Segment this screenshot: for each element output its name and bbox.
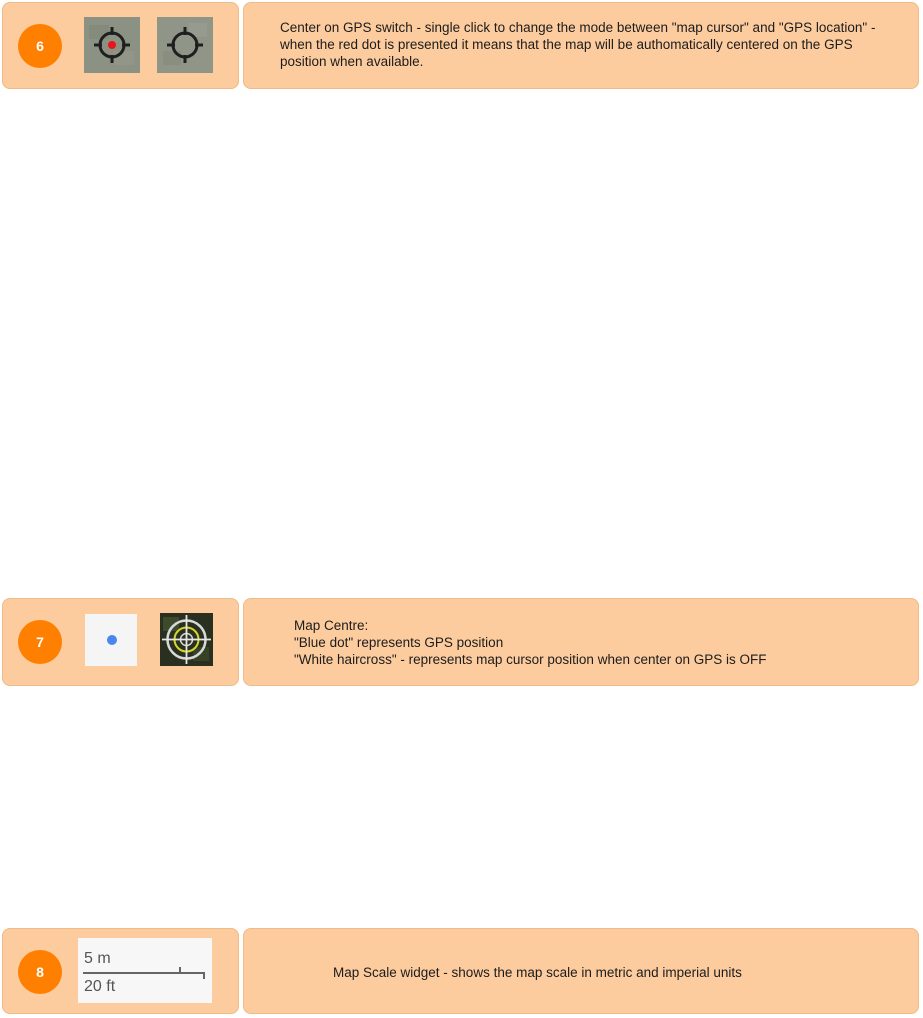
blue-dot-icon <box>85 614 137 666</box>
map-scale-icon <box>78 938 212 1003</box>
gps-center-on-icon[interactable] <box>84 17 140 73</box>
row-6-number-badge: 6 <box>18 24 62 68</box>
row-7-line-blue-dot: "Blue dot" represents GPS position <box>294 635 504 650</box>
white-haircross-icon <box>160 613 213 666</box>
scale-metric-label: 5 m <box>84 950 111 967</box>
gps-center-off-icon[interactable] <box>157 17 213 73</box>
row-6-description: Center on GPS switch - single click to change the mode between "map cursor" and "GPS location" - when the red dot is presented it means that the map will be authomatically centered on the GPS position when available. <box>280 20 876 69</box>
row-8-number-badge: 8 <box>18 950 62 994</box>
scale-imperial-label: 20 ft <box>84 978 116 995</box>
row-7-line-title: Map Centre: <box>294 618 369 633</box>
row-7-number-badge: 7 <box>18 620 62 664</box>
row-7-description <box>294 617 904 668</box>
row-8-description: Map Scale widget - shows the map scale in metric and imperial units <box>333 965 742 980</box>
row-7-line-haircross: "White haircross" - represents map cursor position when center on GPS is OFF <box>294 652 767 667</box>
